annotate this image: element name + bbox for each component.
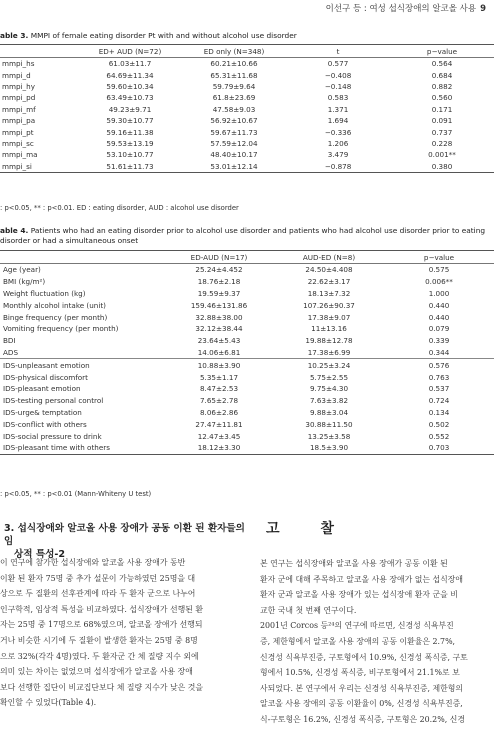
table4-row: [0, 418, 494, 430]
table4: [0, 250, 494, 455]
table4-cell: 17.38±9.07: [307, 312, 351, 322]
table4-row: [0, 383, 494, 395]
table3-cell: 57.59±12.04: [210, 138, 258, 148]
table3-row: [0, 161, 494, 173]
table4-row-label: IDS-physical discomfort: [3, 372, 88, 382]
text-line: 증, 제한형에서 알코올 사용 장애의 공동 이환율은 2.7%,: [260, 636, 456, 646]
text-line: 신경성 식욕부진증, 구토형에서 10.9%, 신경성 폭식증, 구토: [260, 652, 468, 662]
table3-cell: 48.40±10.17: [210, 150, 258, 160]
table3-cell: 59.16±11.38: [106, 127, 154, 137]
table4-cell: 0.440: [428, 312, 450, 322]
table4-row: [0, 264, 494, 276]
table3-cell: 0.583: [327, 93, 349, 103]
table3-row-label: mmpi_pd: [2, 93, 36, 103]
text-line: 교한 국내 첫 번째 연구이다.: [260, 605, 357, 615]
table4-cell: 10.88±3.90: [164, 359, 274, 371]
table3-cell: 0.577: [327, 59, 349, 69]
table3-cell: 53.01±12.14: [182, 161, 286, 173]
table4-cell: 9.88±3.04: [309, 407, 349, 417]
table3-cell: 65.31±11.68: [210, 70, 258, 80]
table3-cell: 51.61±11.73: [78, 161, 182, 173]
table3-cell: 61.8±23.69: [212, 93, 256, 103]
table4-row-label: Monthly alcohol intake (unit): [3, 300, 106, 310]
table3-cell: 1.694: [327, 116, 349, 126]
table4-cell: 18.5±3.90: [274, 442, 384, 454]
table4-row: [0, 311, 494, 323]
table4-row-label: IDS-unpleasant emotion: [0, 359, 164, 371]
table3-col-header: t: [286, 45, 390, 58]
table3-row-label: mmpi_mf: [2, 104, 36, 114]
table3-row-label: mmpi_ma: [2, 150, 38, 160]
table4-cell: 1.000: [428, 288, 450, 298]
table4-cell: 0.576: [384, 359, 494, 371]
table3-row-label: mmpi_d: [2, 70, 31, 80]
table3-cell: 0.882: [431, 81, 453, 91]
table4-row-label: BMI (kg/m²): [3, 277, 46, 287]
table4-cell: 13.25±3.58: [307, 431, 351, 441]
table3-cell: −0.878: [286, 161, 390, 173]
table3-cell: −0.336: [324, 127, 352, 137]
table3: [0, 44, 494, 173]
table3-caption-label: able 3.: [0, 31, 29, 40]
table3-cell: −0.148: [324, 81, 352, 91]
table3-cell: 0.091: [431, 116, 453, 126]
text-line: 환자 군에 대해 주목하고 알코올 사용 장애가 없는 섭식장애: [260, 574, 464, 584]
table4-cell: 159.46±131.86: [190, 300, 248, 310]
table3-row-label: mmpi_pt: [2, 127, 34, 137]
table4-note: : p<0.05, ** : p<0.01 (Mann-Whiteny U test): [0, 490, 152, 498]
table3-cell: 0.560: [431, 93, 453, 103]
table4-caption-label: able 4.: [0, 226, 29, 235]
table4-cell: 18.12±3.30: [164, 442, 274, 454]
table4-row: [0, 442, 494, 454]
text-line: 거나 비슷한 시기에 두 질환이 발생한 환자는 25명 중 8명: [0, 635, 198, 645]
table4-cell: 8.47±2.53: [199, 384, 239, 394]
table4-row: [0, 276, 494, 288]
table4-row-label: Weight fluctuation (kg): [3, 288, 86, 298]
table4-cell: 0.440: [428, 300, 450, 310]
table3-note: : p<0.05, ** : p<0.01. ED : eating disorder, AUD : alcohol use disorder: [0, 204, 239, 212]
table3-row-label: mmpi_si: [0, 161, 78, 173]
table4-caption-text: Patients who had an eating disorder prior to alcohol use disorder and patients who had alcohol use disorder prior to eating: [28, 226, 486, 235]
table3-row: [0, 126, 494, 137]
table4-cell: 11±13.16: [311, 324, 347, 334]
table3-row-label: mmpi_hy: [2, 81, 35, 91]
section-title-line1: 3. 섭식장애와 알코올 사용 장애가 공동 이환 된 환자들의 임: [4, 523, 245, 547]
table4-cell: 32.12±38.44: [195, 324, 243, 334]
table3-row: [0, 138, 494, 149]
text-line: 인구학적, 임상적 특성을 비교하였다. 섭식장애가 선행된 환: [0, 604, 204, 614]
table4-cell: 19.59±9.37: [197, 288, 241, 298]
text-line: 자는 25명 중 17명으로 68%였으며, 알코올 장애가 선행되: [0, 620, 203, 630]
text-line: 식-구토형은 16.2%, 신경성 폭식증, 구토형은 20.2%, 신경: [260, 714, 465, 724]
table4-row: [0, 430, 494, 442]
table4-col-header: AUD-ED (N=8): [274, 251, 384, 264]
table4-cell: 0.537: [428, 384, 450, 394]
table3-cell: 0.737: [431, 127, 453, 137]
table3-row: [0, 69, 494, 80]
table3-cell: 47.58±9.03: [212, 104, 256, 114]
text-line: 환자 군과 알코올 사용 장애가 있는 섭식장애 환자 군을 비: [260, 590, 458, 600]
table3-header-row: [0, 45, 494, 58]
table4-row: [0, 371, 494, 383]
table3-body: [0, 58, 494, 173]
table3-cell: 0.380: [390, 161, 494, 173]
table4-row: [0, 288, 494, 300]
table3-cell: 0.001**: [428, 150, 456, 160]
section-title-line2: 상적 특성-2: [14, 549, 66, 560]
table3-cell: 59.53±13.19: [106, 138, 154, 148]
text-line: 보다 선행한 집단이 비교집단보다 체 질량 지수가 낮은 것을: [0, 682, 204, 692]
table4-cell: 107.26±90.37: [303, 300, 355, 310]
table4-cell: 24.50±4.408: [305, 265, 353, 275]
table4-row-label: ADS: [3, 347, 19, 357]
table3-cell: 53.10±10.77: [106, 150, 154, 160]
table3-cell: 0.684: [431, 70, 453, 80]
table4-row-label: Binge frequency (per month): [3, 312, 108, 322]
table4-row-label: IDS-pleasant emotion: [3, 384, 81, 394]
table3-col-header: p−value: [390, 45, 494, 58]
table3-cell: 60.21±10.66: [210, 59, 258, 69]
table4-cell: 5.75±2.55: [309, 372, 349, 382]
table3-cell: 1.206: [327, 138, 349, 148]
right-column-text: [260, 556, 494, 728]
table3-row-label: mmpi_pa: [2, 116, 36, 126]
table3-cell: 61.03±11.7: [108, 59, 152, 69]
text-line: 으로 32%(각각 4명)였다. 두 환자군 간 체 질량 지수 외에: [0, 651, 199, 661]
table4-row: [0, 347, 494, 359]
table4-cell: 10.25±3.24: [274, 359, 384, 371]
table3-row: [0, 149, 494, 160]
table4-cell: 0.703: [384, 442, 494, 454]
text-line: 이환 된 환자 75명 중 추가 설문이 가능하였던 25명을 대: [0, 573, 196, 583]
table4-cell: 0.079: [428, 324, 450, 334]
table4-cell: 27.47±11.81: [195, 419, 243, 429]
table4-cell: 32.88±38.00: [195, 312, 243, 322]
table4-caption: [0, 226, 494, 246]
text-line: 의미 있는 차이는 없었으며 섭식장애가 알코올 사용 장애: [0, 667, 193, 677]
table4-body: [0, 264, 494, 455]
table3-cell: 59.79±9.64: [212, 81, 256, 91]
table4-cell: 0.763: [428, 372, 450, 382]
table4-cell: 30.88±11.50: [305, 419, 353, 429]
table4-row-label: IDS-testing personal control: [3, 396, 104, 406]
table4-cell: 17.38±6.99: [307, 347, 351, 357]
table4-header-row: [0, 251, 494, 264]
table3-row: [0, 81, 494, 92]
text-line: 2001년 Corcos 등²⁴의 연구에 따르면, 신경성 식욕부진: [260, 621, 454, 631]
table3-row: [0, 115, 494, 126]
table4-caption-line2: disorder or had a simultaneous onset: [0, 236, 139, 245]
running-header-text: 이선구 등 : 여성 섭식장애의 알코올 사용: [325, 4, 477, 14]
table4-cell: 23.64±5.43: [197, 336, 241, 346]
table3-col-header: ED only (N=348): [182, 45, 286, 58]
table4-cell: 7.65±2.78: [199, 396, 239, 406]
text-line: 확인할 수 있었다(Table 4).: [0, 698, 97, 708]
table4-row-label: IDS-social pressure to drink: [3, 431, 102, 441]
table4-col-header: ED-AUD (N=17): [164, 251, 274, 264]
table3-cell: 63.49±10.73: [106, 93, 154, 103]
running-header: [326, 2, 486, 14]
table4-row-label: IDS-conflict with others: [3, 419, 87, 429]
table4-cell: 7.63±3.82: [309, 396, 349, 406]
table3-cell: 0.564: [431, 59, 453, 69]
table4-cell: 0.134: [428, 407, 450, 417]
table3-cell: 59.30±10.77: [106, 116, 154, 126]
table4-cell: 0.006**: [425, 277, 453, 287]
table3-cell: 3.479: [327, 150, 349, 160]
table3-cell: 64.69±11.34: [106, 70, 154, 80]
table4-cell: 14.06±6.81: [197, 347, 241, 357]
table4-row-label: BDI: [3, 336, 16, 346]
text-line: 형에서 10.5%, 신경성 폭식증, 비구토형에서 21.1%로 보: [260, 668, 460, 678]
left-column-text: [0, 555, 248, 711]
table3-row: [0, 92, 494, 103]
table4-cell: 0.552: [428, 431, 450, 441]
page-number: 9: [480, 4, 486, 14]
table3-cell: 0.228: [431, 138, 453, 148]
table4-row-label: IDS-urge& temptation: [3, 407, 82, 417]
table4-cell: 8.06±2.86: [199, 407, 239, 417]
text-line: 상으로 두 질환의 선후관계에 따라 두 환자 군으로 나누어: [0, 589, 196, 599]
table3-col-header: [0, 45, 78, 58]
table4-cell: 0.575: [428, 265, 450, 275]
table3-cell: 56.92±10.67: [210, 116, 258, 126]
table4-row: [0, 299, 494, 311]
table3-row: [0, 104, 494, 115]
text-line: 본 연구는 섭식장애와 알코올 사용 장애가 공동 이환 된: [260, 559, 448, 568]
table4-row: [0, 407, 494, 419]
table3-caption-text: MMPI of female eating disorder Pt with and without alcohol use disorder: [28, 31, 297, 40]
table3-caption: [0, 31, 297, 41]
table4-cell: 0.724: [428, 396, 450, 406]
text-line: 사되었다. 본 연구에서 우리는 신경성 식욕부진증, 제한형의: [260, 683, 464, 693]
table3-cell: −0.408: [324, 70, 352, 80]
table4-col-header: [0, 251, 164, 264]
discussion-heading: 고 찰: [266, 521, 352, 537]
table4-row: [0, 323, 494, 335]
table4-row-label: Age (year): [3, 265, 41, 275]
table3-cell: 1.371: [327, 104, 349, 114]
table4-cell: 0.344: [428, 347, 450, 357]
table3-col-header: ED+ AUD (N=72): [78, 45, 182, 58]
table3-cell: 59.67±11.73: [210, 127, 258, 137]
table4-row: [0, 335, 494, 347]
table4-row-label: Vomiting frequency (per month): [3, 324, 119, 334]
table4-cell: 0.502: [428, 419, 450, 429]
table4-row-label: IDS-pleasant time with others: [0, 442, 164, 454]
table4-row: [0, 395, 494, 407]
table4-cell: 22.62±3.17: [307, 277, 351, 287]
table4-cell: 12.47±3.45: [197, 431, 241, 441]
text-line: 이 연구에 참가한 섭식장애와 알코올 사용 장애가 동반: [0, 558, 186, 567]
table4-col-header: p−value: [384, 251, 494, 264]
table4-cell: 5.35±1.17: [199, 372, 239, 382]
table4-cell: 25.24±4.452: [195, 265, 243, 275]
table3-row-label: mmpi_sc: [2, 138, 34, 148]
table4-cell: 19.88±12.78: [305, 336, 353, 346]
table4-cell: 0.339: [428, 336, 450, 346]
table4-cell: 18.76±2.18: [197, 277, 241, 287]
table3-cell: 49.23±9.71: [108, 104, 152, 114]
table3-cell: 59.60±10.34: [106, 81, 154, 91]
table3-row: [0, 58, 494, 70]
table3-row-label: mmpi_hs: [2, 59, 35, 69]
text-line: 알코올 사용 장애의 공동 이환율이 0%, 신경성 식욕부진증,: [260, 699, 463, 709]
table4-row: [0, 359, 494, 371]
table4-cell: 18.13±7.32: [307, 288, 351, 298]
table3-cell: 0.171: [431, 104, 453, 114]
table4-cell: 9.75±4.30: [309, 384, 349, 394]
